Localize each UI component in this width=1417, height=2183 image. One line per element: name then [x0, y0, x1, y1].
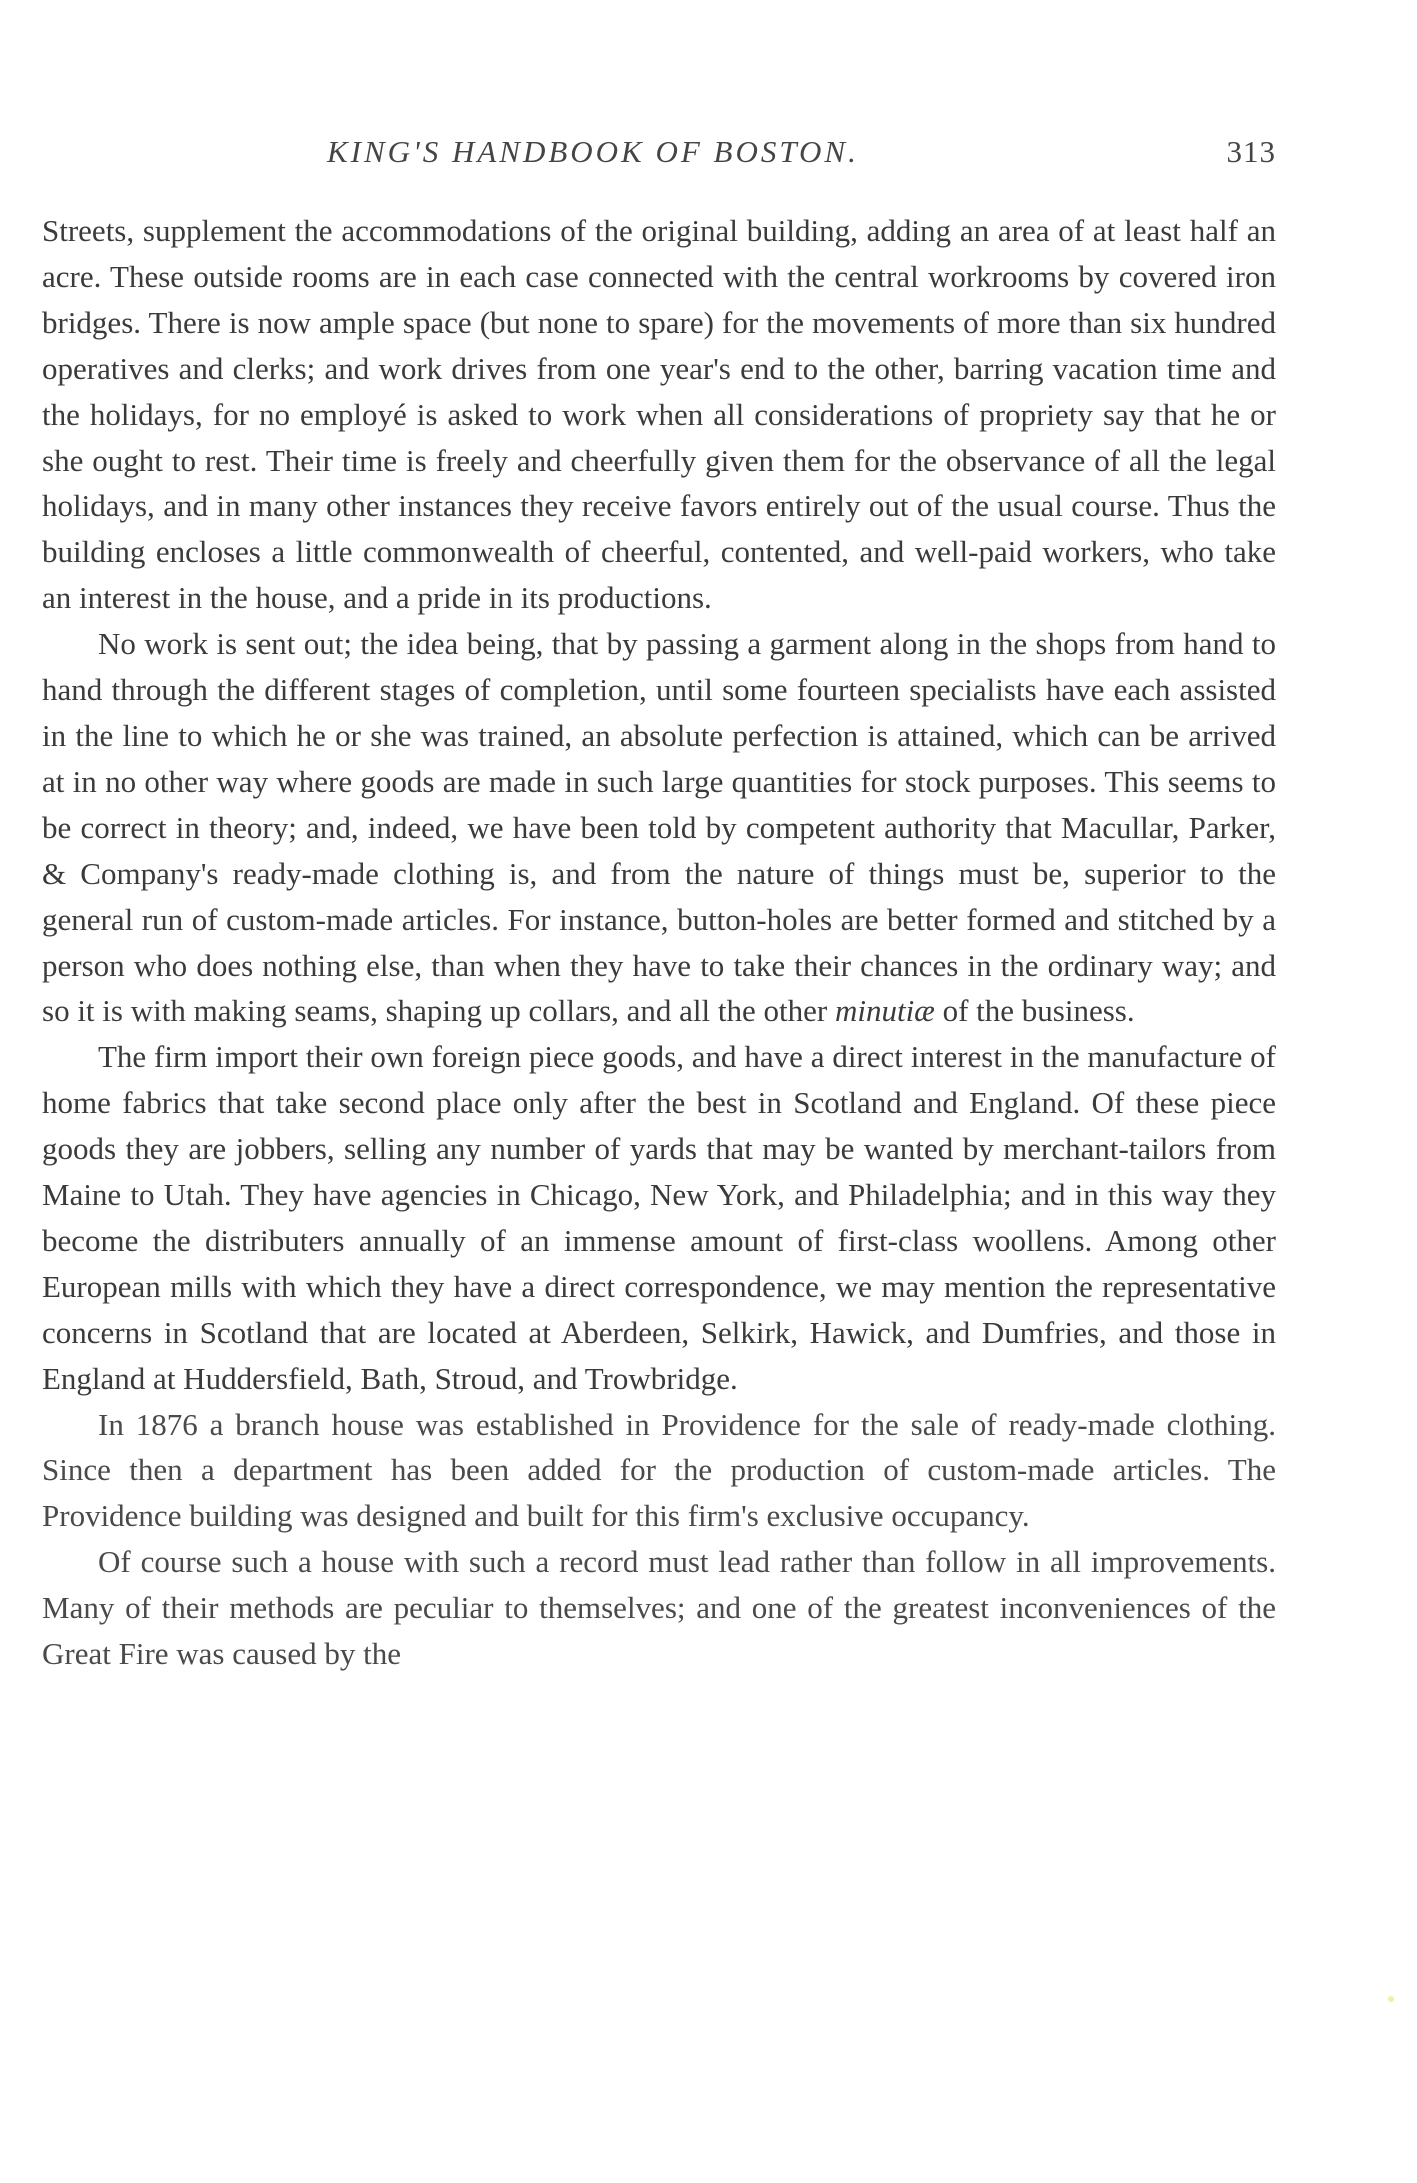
paragraph-2-text: No work is sent out; the idea being, that by passing a garment along in the shops from hand to hand through the different stages of completion, until some fourteen specialists have each assisted in the line to which he or she was trained, an absolute perfection is attained, which can be arrived at in no other way where goods are made in such large quantities for stock purposes. This seems to be correct in theory; and, indeed, we have been told by competent authority that Macullar, Parker, & Company's ready-made clothing is, and from the nature of things must be, superior to the general run of custom-made articles. For instance, button-holes are better formed and stitched by a person who does nothing else, than when they have to take their chances in the ordinary way; and so it is with making seams, shaping up collars, and all the other	[42, 626, 1276, 1029]
paragraph-4: In 1876 a branch house was established in Providence for the sale of ready-made clothing. Since then a department has been added for the production of custom-made articles. The Providence building was designed and built for this firm's exclusive occupancy.	[42, 1406, 1276, 1534]
paragraph-2-italic-term: minutiæ	[834, 993, 935, 1029]
running-title: KING'S HANDBOOK OF BOSTON.	[327, 134, 859, 169]
paragraph-1: Streets, supplement the accommodations of the original building, adding an area of at least half an acre. These outside rooms are in each case connected with the central workrooms by covered iron bridges. There is now ample space (but none to spare) for the movements of more than six hundred operatives and clerks; and work drives from one year's end to the other, barring vacation time and the holidays, for no employé is asked to work when all considerations of propriety say that he or she ought to rest. Their time is freely and cheerfully given them for the observance of all the legal holidays, and in many other instances they receive favors entirely out of the usual course. Thus the building encloses a little commonwealth of cheerful, contented, and well-paid workers, who take an interest in the house, and a pride in its productions.	[42, 213, 1276, 616]
page-header	[42, 134, 1276, 174]
paper-speck	[1388, 1996, 1394, 2002]
paragraph-3: The firm import their own foreign piece goods, and have a direct interest in the manufacture of home fabrics that take second place only after the best in Scotland and England. Of these piece goods they are jobbers, selling any number of yards that may be wanted by merchant-tailors from Maine to Utah. They have agencies in Chicago, New York, and Philadelphia; and in this way they become the distributers annually of an immense amount of first-class woollens. Among other European mills with which they have a direct correspondence, we may mention the representative concerns in Scotland that are located at Aberdeen, Selkirk, Hawick, and Dumfries, and those in England at Huddersfield, Bath, Stroud, and Trowbridge.	[42, 1039, 1276, 1396]
paragraph-2-text-end: of the business.	[934, 993, 1135, 1029]
body-text	[42, 208, 1276, 1677]
paragraph-5: Of course such a house with such a record must lead rather than follow in all improvements. Many of their methods are peculiar to themselves; and one of the greatest inconveniences of the Great Fire was caused by the	[42, 1544, 1276, 1672]
paragraph-2	[42, 621, 1276, 1034]
page-number: 313	[1226, 134, 1276, 169]
